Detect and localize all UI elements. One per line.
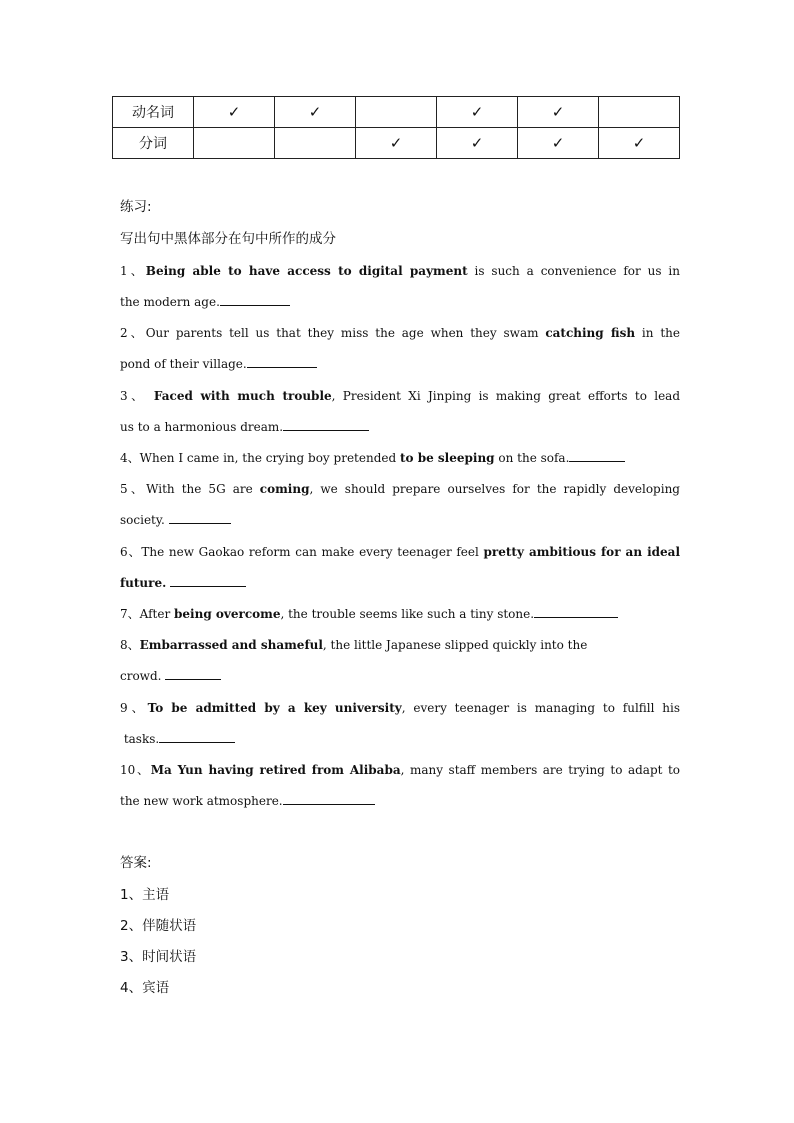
exercise-item-5 xyxy=(120,480,680,498)
table-cell: ✓ xyxy=(356,128,437,159)
table-cell: ✓ xyxy=(194,97,275,128)
item-number: 10、 xyxy=(120,763,151,777)
item-text: society. xyxy=(120,513,169,527)
table-cell: ✓ xyxy=(518,97,599,128)
answer-blank[interactable] xyxy=(534,605,618,618)
table-cell: ✓ xyxy=(599,128,680,159)
answer-blank[interactable] xyxy=(220,293,290,306)
exercise-item-8-cont xyxy=(120,667,680,685)
bold-phrase: pretty ambitious for an ideal xyxy=(483,545,681,559)
item-text: 7、After xyxy=(120,607,175,621)
exercise-item-9-cont xyxy=(120,730,680,748)
bold-phrase: future. xyxy=(120,576,167,590)
answer-blank[interactable] xyxy=(169,511,231,524)
item-text: 4、When I came in, the crying boy pretended xyxy=(120,451,400,465)
item-text: , the little Japanese slipped quickly into the xyxy=(322,638,588,652)
exercise-item-8 xyxy=(120,636,680,654)
exercise-item-10-cont xyxy=(120,792,680,810)
bold-phrase: coming xyxy=(259,482,310,496)
item-text: , every teenager is managing to fulfill his xyxy=(401,701,681,715)
exercise-instruction: 写出句中黑体部分在句中所作的成分 xyxy=(120,231,336,247)
table-cell: ✓ xyxy=(275,97,356,128)
exercise-item-9 xyxy=(120,699,680,717)
item-text: us to a harmonious dream. xyxy=(120,420,284,434)
bold-phrase: Faced with much trouble xyxy=(153,389,332,403)
table-cell: ✓ xyxy=(518,128,599,159)
item-text: is such a convenience for us in xyxy=(467,264,680,278)
exercise-item-2-cont xyxy=(120,355,680,373)
item-text: in the xyxy=(635,326,680,340)
exercise-heading: 练习: xyxy=(120,199,152,215)
table-cell xyxy=(356,97,437,128)
item-text: 5、With the 5G are xyxy=(120,482,260,496)
item-number: 8、 xyxy=(120,638,140,652)
answer-item: 3、时间状语 xyxy=(120,949,197,965)
bold-phrase: catching fish xyxy=(545,326,636,340)
item-text: on the sofa. xyxy=(494,451,570,465)
exercise-item-1-cont xyxy=(120,293,680,311)
answer-blank[interactable] xyxy=(165,667,221,680)
exercise-item-4 xyxy=(120,449,680,467)
table-cell: ✓ xyxy=(437,97,518,128)
item-text: , the trouble seems like such a tiny stone. xyxy=(280,607,535,621)
item-number: 1、 xyxy=(120,264,146,278)
answer-blank[interactable] xyxy=(247,355,317,368)
answer-blank[interactable] xyxy=(170,574,246,587)
exercise-item-3 xyxy=(120,387,680,405)
item-text: , we should prepare ourselves for the rapidly developing xyxy=(309,482,680,496)
bold-phrase: being overcome xyxy=(174,607,281,621)
exercise-item-6-cont xyxy=(120,574,680,592)
answer-item: 4、宾语 xyxy=(120,980,170,996)
exercise-item-7 xyxy=(120,605,680,623)
bold-phrase: to be sleeping xyxy=(399,451,495,465)
answer-blank[interactable] xyxy=(283,418,369,431)
item-text: tasks. xyxy=(120,732,160,746)
answer-blank[interactable] xyxy=(569,449,625,462)
exercise-item-5-cont xyxy=(120,511,680,529)
exercise-item-1 xyxy=(120,262,680,280)
bold-phrase: To be admitted by a key university xyxy=(147,701,402,715)
item-text: the new work atmosphere. xyxy=(120,794,283,808)
bold-phrase: Being able to have access to digital payment xyxy=(145,264,468,278)
exercise-item-3-cont xyxy=(120,418,680,436)
table-cell xyxy=(599,97,680,128)
exercise-item-2 xyxy=(120,324,680,342)
table-cell xyxy=(275,128,356,159)
table-row xyxy=(113,97,680,128)
bold-phrase: Embarrassed and shameful xyxy=(139,638,323,652)
row-label-gerund: 动名词 xyxy=(113,97,194,128)
item-text: 6、The new Gaokao reform can make every teenager feel xyxy=(120,545,484,559)
exercise-item-10 xyxy=(120,761,680,779)
item-text: pond of their village. xyxy=(120,357,247,371)
exercise-item-6 xyxy=(120,543,680,561)
item-text: crowd. xyxy=(120,669,166,683)
table-cell: ✓ xyxy=(437,128,518,159)
answer-item: 1、主语 xyxy=(120,887,170,903)
bold-phrase: Ma Yun having retired from Alibaba xyxy=(150,763,401,777)
item-text: , President Xi Jinping is making great efforts to lead xyxy=(331,389,681,403)
answer-item: 2、伴随状语 xyxy=(120,918,197,934)
item-text: , many staff members are trying to adapt to xyxy=(400,763,681,777)
item-number: 3、 xyxy=(120,389,154,403)
grammar-function-table xyxy=(112,96,680,159)
answers-heading: 答案: xyxy=(120,855,152,871)
item-text: the modern age. xyxy=(120,295,220,309)
table-row xyxy=(113,128,680,159)
answer-blank[interactable] xyxy=(159,730,235,743)
item-number: 9、 xyxy=(120,701,148,715)
row-label-participle: 分词 xyxy=(113,128,194,159)
table-cell xyxy=(194,128,275,159)
answer-blank[interactable] xyxy=(283,792,375,805)
item-text: 2、Our parents tell us that they miss the age when they swam xyxy=(120,326,546,340)
